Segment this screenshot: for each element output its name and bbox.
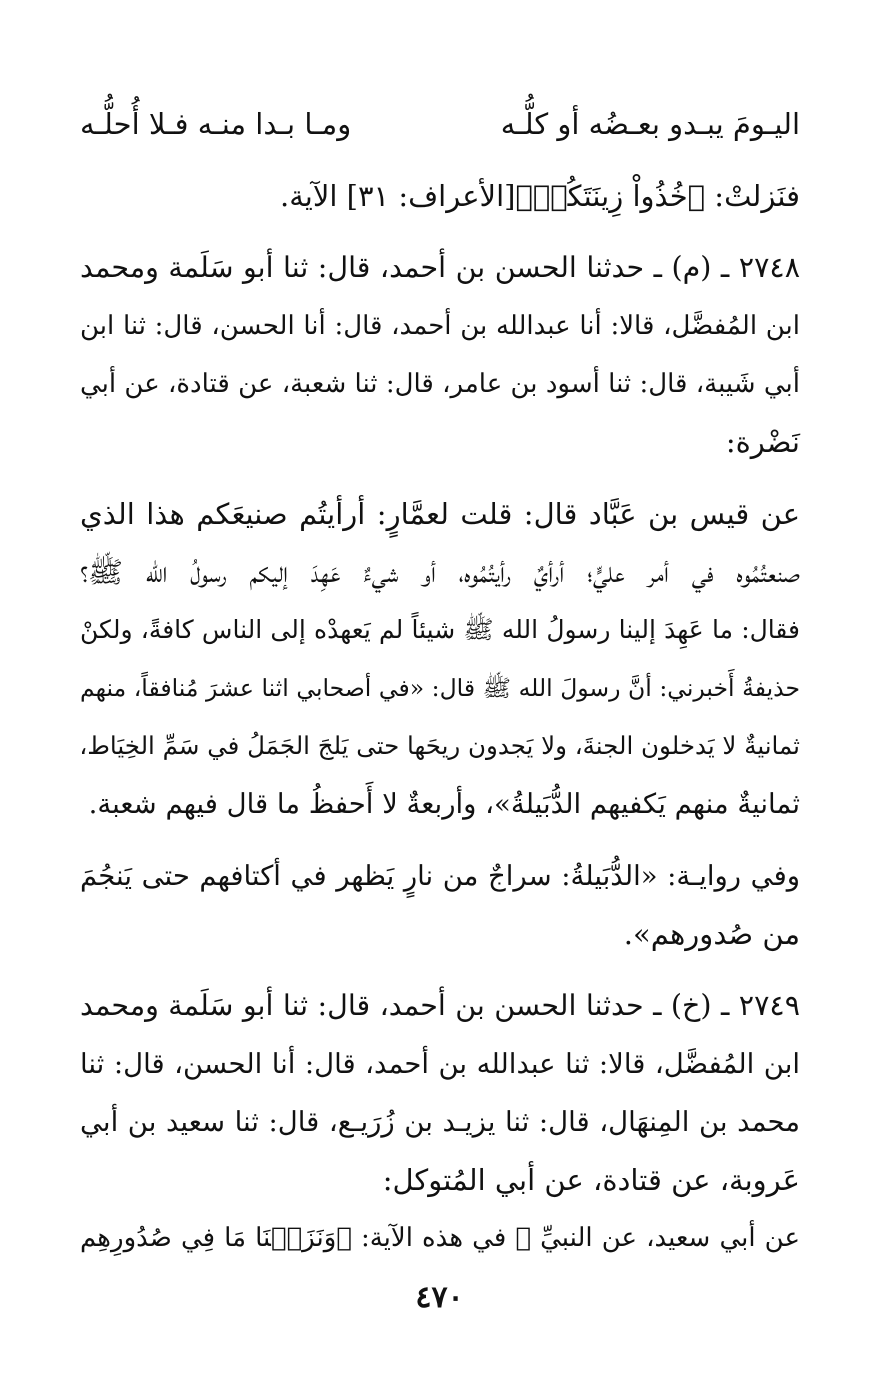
text-line: عن أبي سعيد، عن النبيِّ ﷺ في هذه الآية: ﴿وَنَزَعۡنَا مَا فِي صُدُورِهِم — [80, 1223, 800, 1253]
page-body — [80, 95, 800, 1267]
hadith-2749-heading: ٢٧٤٩ ـ (خ) ـ حدثنا الحسن بن أحمد، قال: ثنا أبو سَلَمة ومحمد — [80, 989, 800, 1022]
text-line: من صُدورهم». — [623, 917, 800, 951]
poem-verse — [80, 95, 800, 153]
text-line: وفي روايـة: «الدُّبَيلةُ: سراجٌ من نارٍ يَظهر في أكتافهم حتى يَنجُمَ — [80, 860, 800, 892]
text-line: فقال: ما عَهِدَ إلينا رسولُ الله ﷺ شيئاً لم يَعهدْه إلى الناس كافةً، ولكنْ — [80, 615, 800, 644]
text-line: ثمانيةٌ منهم يَكفيهم الدُّبَيلةُ»، وأربعةٌ لا أَحفظُ ما قال فيهم شعبة. — [88, 788, 800, 820]
text-line: صنعتُمُوه في أمر عليٍّ؛ أرأيٌ رأيتُمُوه، أو شيءٌ عَهِدَ إليكم رسولُ الله ﷺ؟ — [80, 555, 800, 589]
text-line: فنَزلتْ: ﴿خُذُواْ زِينَتَكُمۡ﴾[الأعراف: ٣١] الآية. — [280, 179, 800, 213]
text-line: محمد بن المِنهَال، قال: ثنا يزيـد بن زُرَيـع، قال: ثنا سعيد بن أبي — [80, 1106, 800, 1138]
text-line: عَروبة، عن قتادة، عن أبي المُتوكل: — [382, 1163, 800, 1197]
text-line: حذيفةُ أَخبرني: أنَّ رسولَ الله ﷺ قال: «في أصحابي اثنا عشرَ مُنافقاً، منهم — [80, 674, 800, 702]
text-line: ابن المُفضَّل، قالا: ثنا عبدالله بن أحمد، قال: أنا الحسن، قال: ثنا — [80, 1048, 800, 1080]
text-line: ثمانيةٌ لا يَدخلون الجنةَ، ولا يَجدون ريحَها حتى يَلجَ الجَمَلُ في سَمِّ الخِيَاط، — [79, 731, 800, 760]
text-line: ابن المُفضَّل، قالا: أنا عبدالله بن أحمد، قال: أنا الحسن، قال: ثنا ابن — [80, 311, 800, 341]
poem-hemistich-right: اليـومَ يبـدو بعـضُه أو كلُّـه — [500, 107, 800, 141]
hadith-2748-heading: ٢٧٤٨ ـ (م) ـ حدثنا الحسن بن أحمد، قال: ثنا أبو سَلَمة ومحمد — [80, 251, 800, 284]
text-line: عن قيس بن عَبَّاد قال: قلت لعمَّارٍ: أرأيتُم صنيعَكم هذا الذي — [80, 497, 800, 531]
poem-hemistich-left: ومـا بـدا منـه فـلا أُحلُّـه — [80, 107, 352, 141]
text-line: نَضْرة: — [725, 425, 800, 459]
page-number: ٤٧٠ — [415, 1280, 464, 1315]
text-line: أبي شَيبة، قال: ثنا أسود بن عامر، قال: ثنا شعبة، عن قتادة، عن أبي — [80, 369, 800, 399]
